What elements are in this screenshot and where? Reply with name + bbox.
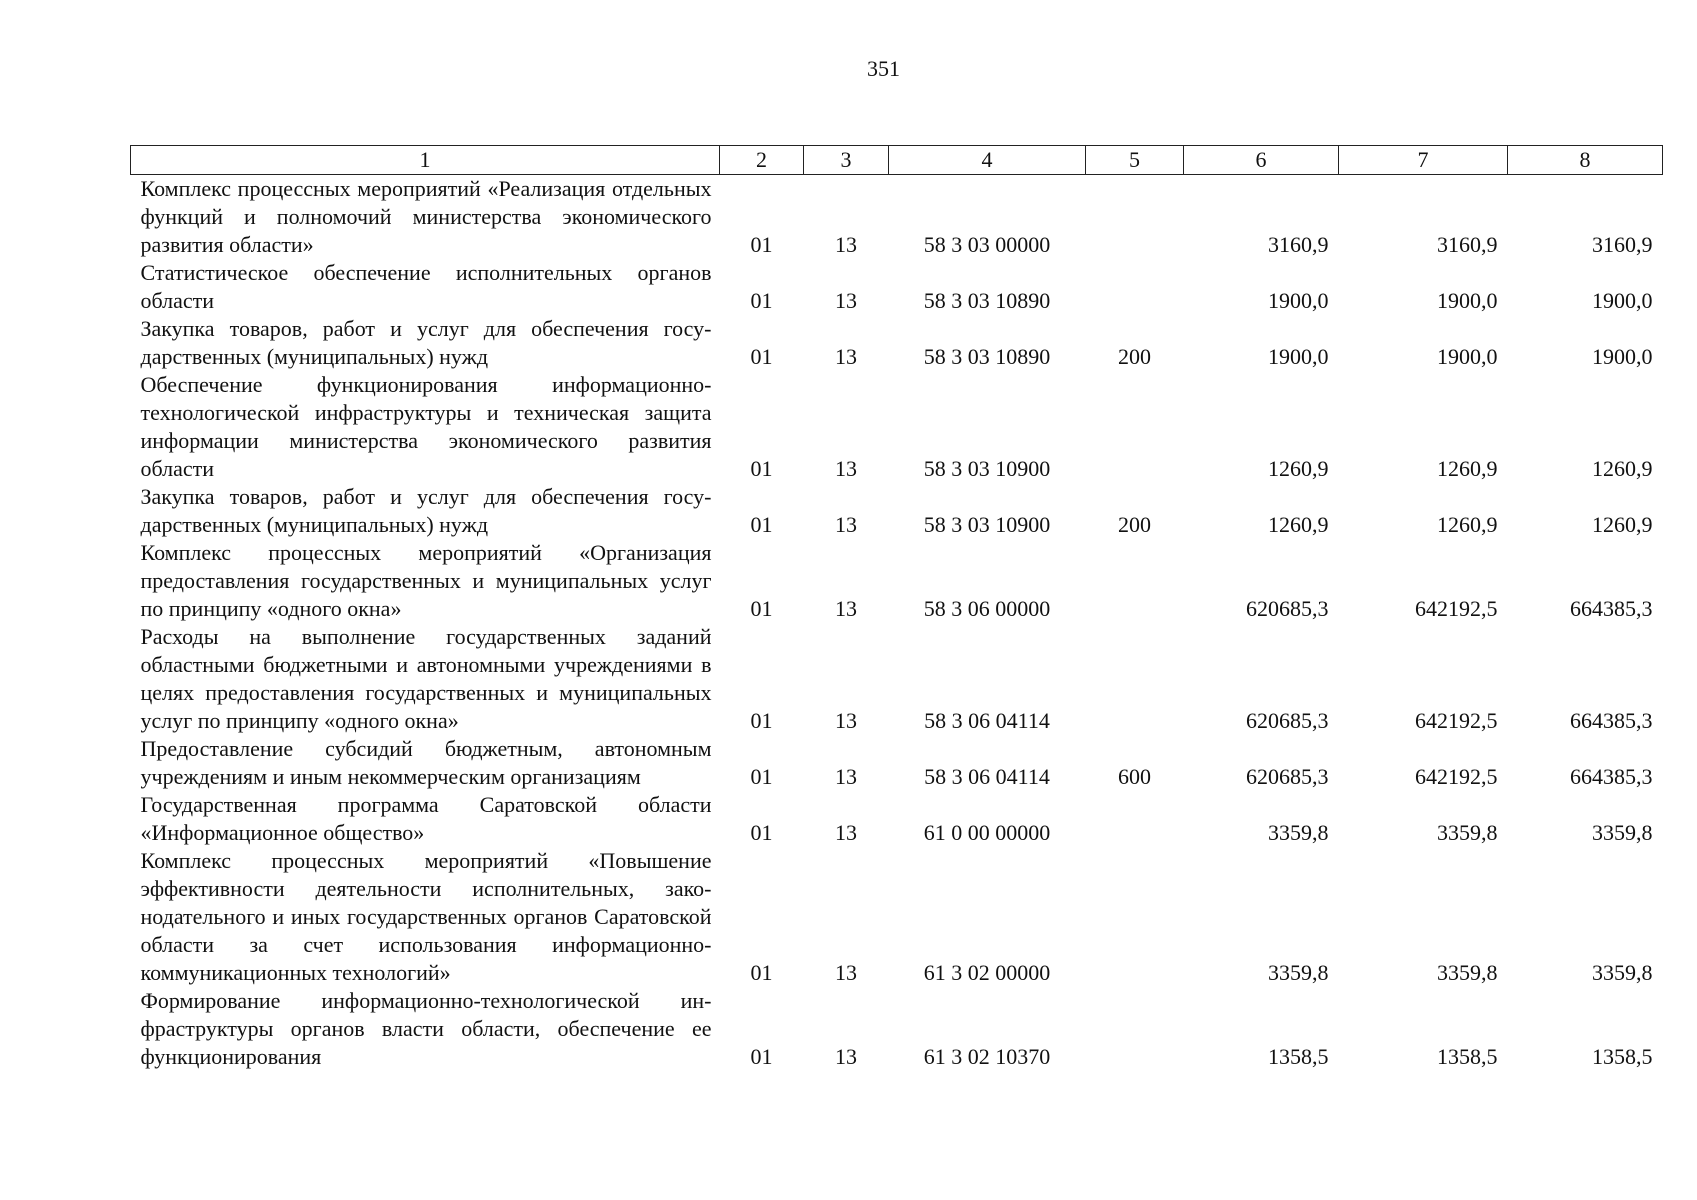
page-number: 351 [867, 56, 900, 81]
subsection-code: 13 [835, 456, 857, 481]
subsection-code: 13 [835, 820, 857, 845]
expense-type-code [1086, 371, 1184, 483]
header-cell: 4 [889, 146, 1086, 175]
amount-column-6: 620685,3 [1246, 596, 1329, 621]
target-article-code: 58 3 03 10890 [923, 288, 1051, 313]
amount-column-6: 1260,9 [1268, 512, 1329, 537]
table-row [131, 791, 1663, 847]
subsection-code: 13 [835, 596, 857, 621]
amount-column-6: 3359,8 [1268, 960, 1329, 985]
amount-column-8: 1900,0 [1592, 288, 1653, 313]
header-cell: 5 [1086, 146, 1184, 175]
target-article-code: 58 3 06 04114 [924, 708, 1050, 733]
budget-table [130, 145, 1663, 1071]
row-name: Статистическое обеспечение исполнительных органов области [140, 260, 712, 313]
section-code: 01 [750, 596, 773, 621]
amount-column-8: 664385,3 [1570, 708, 1653, 733]
expense-type-code [1086, 791, 1184, 847]
amount-column-8: 664385,3 [1570, 596, 1653, 621]
section-code: 01 [750, 764, 773, 789]
expense-type-code: 200 [1118, 344, 1151, 369]
table-row [131, 175, 1663, 260]
expense-type-code [1086, 259, 1184, 315]
header-cell: 2 [720, 146, 804, 175]
target-article-code: 58 3 03 10900 [923, 456, 1051, 481]
amount-column-7: 1900,0 [1437, 344, 1498, 369]
amount-column-6: 3160,9 [1268, 232, 1329, 257]
amount-column-6: 1900,0 [1268, 344, 1329, 369]
subsection-code: 13 [835, 764, 857, 789]
subsection-code: 13 [835, 232, 857, 257]
section-code: 01 [750, 1044, 773, 1069]
section-code: 01 [750, 820, 773, 845]
header-cell: 7 [1339, 146, 1508, 175]
subsection-code: 13 [835, 512, 857, 537]
amount-column-8: 664385,3 [1570, 764, 1653, 789]
row-name: Закупка товаров, работ и услуг для обеспечения государственных (муниципальных) нужд [140, 484, 712, 537]
expense-type-code [1086, 623, 1184, 735]
expense-type-code [1086, 175, 1184, 260]
subsection-code: 13 [835, 344, 857, 369]
subsection-code: 13 [835, 1044, 857, 1069]
section-code: 01 [750, 512, 773, 537]
amount-column-6: 620685,3 [1246, 708, 1329, 733]
amount-column-7: 642192,5 [1415, 764, 1498, 789]
table-row [131, 847, 1663, 987]
amount-column-7: 3359,8 [1437, 960, 1498, 985]
amount-column-7: 1900,0 [1437, 288, 1498, 313]
section-code: 01 [750, 288, 773, 313]
table-row [131, 483, 1663, 539]
amount-column-8: 3359,8 [1592, 960, 1653, 985]
amount-column-8: 3160,9 [1592, 232, 1653, 257]
section-code: 01 [750, 960, 773, 985]
section-code: 01 [750, 708, 773, 733]
amount-column-7: 642192,5 [1415, 708, 1498, 733]
expense-type-code [1086, 539, 1184, 623]
section-code: 01 [750, 232, 773, 257]
table-row [131, 735, 1663, 791]
expense-type-code [1086, 847, 1184, 987]
target-article-code: 61 3 02 00000 [923, 960, 1051, 985]
amount-column-8: 1260,9 [1592, 512, 1653, 537]
target-article-code: 58 3 03 00000 [923, 232, 1051, 257]
table-header-row [131, 146, 1663, 175]
table-row [131, 371, 1663, 483]
target-article-code: 58 3 03 10900 [923, 512, 1051, 537]
amount-column-8: 1900,0 [1592, 344, 1653, 369]
target-article-code: 58 3 03 10890 [923, 344, 1051, 369]
table-row [131, 259, 1663, 315]
amount-column-6: 3359,8 [1268, 820, 1329, 845]
row-name: Обеспечение функционирования информационно-технологической инфраструктуры и техническая защита информации министерства экономического развития области [140, 372, 712, 481]
amount-column-8: 1358,5 [1592, 1044, 1653, 1069]
target-article-code: 58 3 06 00000 [923, 596, 1051, 621]
table-row [131, 623, 1663, 735]
row-name: Государственная программа Саратовской области «Информационное общество» [140, 792, 712, 845]
amount-column-8: 1260,9 [1592, 456, 1653, 481]
section-code: 01 [750, 456, 773, 481]
amount-column-6: 620685,3 [1246, 764, 1329, 789]
amount-column-8: 3359,8 [1592, 820, 1653, 845]
subsection-code: 13 [835, 288, 857, 313]
row-name: Комплекс процессных мероприятий «Реализация отдельных функций и полномочий министерства экономического развития области» [140, 176, 712, 257]
amount-column-7: 1260,9 [1437, 456, 1498, 481]
amount-column-7: 642192,5 [1415, 596, 1498, 621]
subsection-code: 13 [835, 960, 857, 985]
amount-column-7: 1260,9 [1437, 512, 1498, 537]
target-article-code: 58 3 06 04114 [924, 764, 1050, 789]
row-name: Комплекс процессных мероприятий «Организация предоставления государственных и муниципальных услуг по принципу «одного окна» [140, 540, 712, 621]
table-body [131, 175, 1663, 1072]
amount-column-6: 1900,0 [1268, 288, 1329, 313]
row-name: Комплекс процессных мероприятий «Повышение эффективности деятельности исполнительных, законодательного и иных государственных органов Саратовской области за счет использования информационно-коммуникационных технологий» [140, 848, 712, 985]
amount-column-7: 3160,9 [1437, 232, 1498, 257]
table-row [131, 315, 1663, 371]
table-row [131, 987, 1663, 1071]
section-code: 01 [750, 344, 773, 369]
row-name: Расходы на выполнение государственных заданий областными бюджетными и автономными учреждениями в целях предоставления государственных и муниципальных услуг по принципу «одного окна» [140, 624, 712, 733]
target-article-code: 61 0 00 00000 [923, 820, 1051, 845]
row-name: Формирование информационно-технологической инфраструктуры органов власти области, обеспечение ее функционирования [140, 988, 712, 1069]
expense-type-code: 200 [1118, 512, 1151, 537]
subsection-code: 13 [835, 708, 857, 733]
header-cell: 3 [804, 146, 889, 175]
expense-type-code: 600 [1118, 764, 1151, 789]
table-row [131, 539, 1663, 623]
amount-column-7: 1358,5 [1437, 1044, 1498, 1069]
row-name: Закупка товаров, работ и услуг для обеспечения государственных (муниципальных) нужд [140, 316, 712, 369]
expense-type-code [1086, 987, 1184, 1071]
amount-column-6: 1358,5 [1268, 1044, 1329, 1069]
target-article-code: 61 3 02 10370 [923, 1044, 1051, 1069]
row-name: Предоставление субсидий бюджетным, автономным учреждениям и иным некоммерческим организациям [140, 736, 712, 789]
amount-column-7: 3359,8 [1437, 820, 1498, 845]
header-cell: 6 [1184, 146, 1339, 175]
header-cell: 1 [131, 146, 720, 175]
header-cell: 8 [1508, 146, 1663, 175]
amount-column-6: 1260,9 [1268, 456, 1329, 481]
